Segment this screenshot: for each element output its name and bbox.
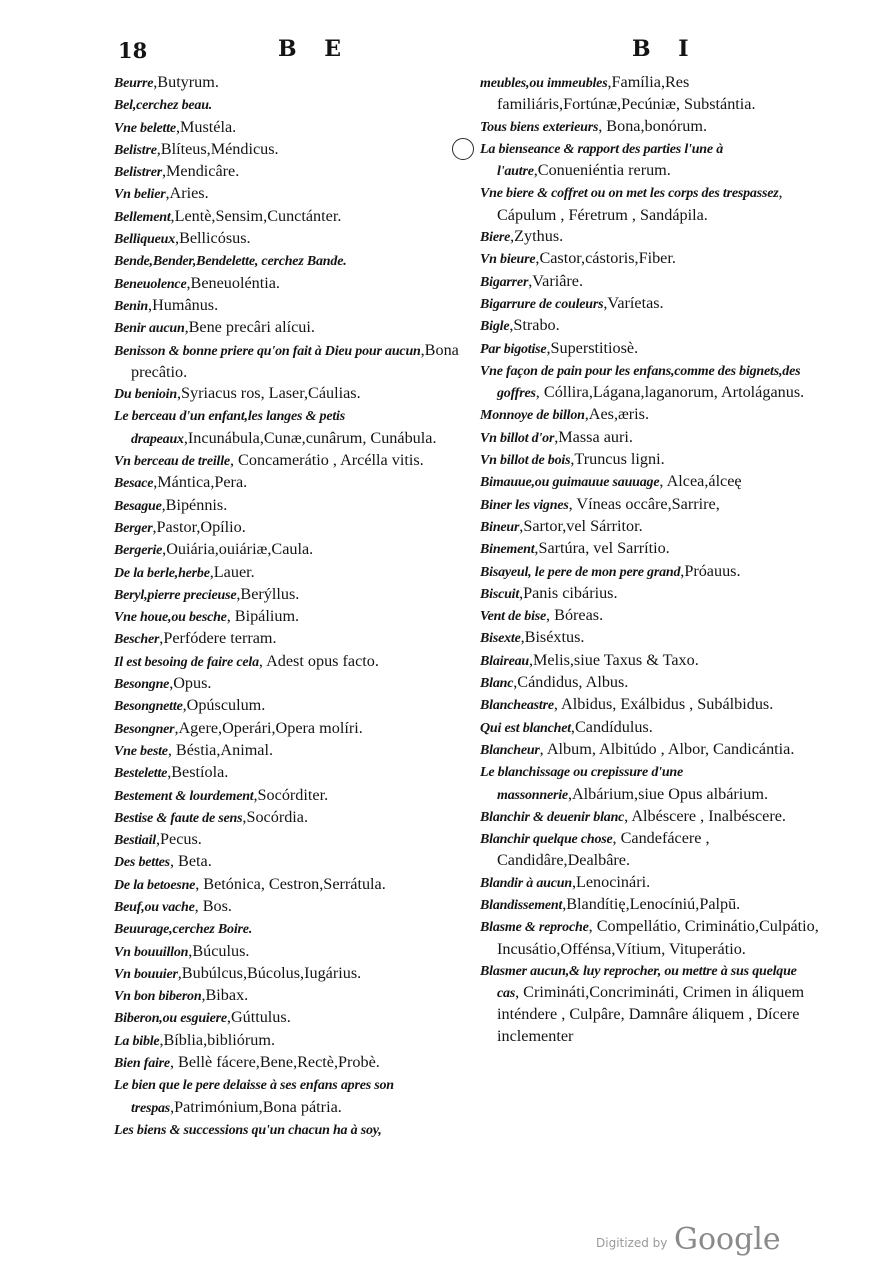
french-headword: Blasmer aucun,& luy reprocher, ou mettre à sus quelque cas [480,963,797,1002]
google-logo: Google [674,1222,781,1257]
latin-translation: , Adest opus facto. [258,651,379,670]
latin-translation: ,Superstitiosè. [546,338,639,357]
dictionary-entry [480,516,822,538]
latin-translation: ,Strabo. [509,316,560,335]
latin-translation: ,Biséxtus. [520,628,585,647]
french-headword: Vent de bise [480,609,547,625]
latin-translation: ,Varíetas. [603,293,664,312]
french-headword: Bergerie [114,543,163,559]
dictionary-entry [114,495,470,517]
dictionary-entry [480,293,822,315]
latin-translation: ,Sartúra, vel Sarrítio. [534,539,670,558]
dictionary-entry [114,228,470,250]
dictionary-entry [114,405,470,450]
french-headword: Du benioin [114,387,177,403]
latin-translation: ,Socórdia. [242,807,309,826]
french-headword: Bisayeul, le pere de mon pere grand [480,564,681,580]
french-headword: Vne biere & coffret ou on met les corps des trespassez [480,186,779,202]
latin-translation: , Album, Albitúdo , Albor, Candicántia. [539,739,795,758]
dictionary-entry [114,562,470,584]
latin-translation: ,Blíteus,Méndicus. [156,139,279,158]
latin-translation: , Cóllira,Lágana,laganorum, Artoláganus. [535,383,805,402]
dictionary-entry [114,539,470,561]
french-headword: Besace [114,476,154,492]
latin-translation: ,Perfódere terram. [159,629,277,648]
french-headword: Besongnette [114,699,183,715]
latin-translation: ,Candídulus. [570,717,653,736]
dictionary-entry [114,584,470,606]
latin-translation: ,Sartor,vel Sárritor. [519,516,643,535]
french-headword: Bestise & faute de sens [114,810,243,826]
dictionary-entry [114,695,470,717]
french-headword: Monnoye de billon [480,408,585,424]
latin-translation: ,Búculus. [188,941,250,960]
latin-translation: ,Zythus. [510,227,564,246]
latin-translation: , Víneas occâre,Sarrire, [568,494,720,513]
dictionary-entry [480,116,822,138]
latin-translation: , Candefácere , Candidâre,Dealbâre. [497,829,710,870]
french-headword: Bestement & lourdement [114,788,254,804]
french-headword: Blancheur [480,742,540,758]
french-headword: Beuf,ou vache [114,899,195,915]
french-headword: Beneuolence [114,276,187,292]
latin-translation: ,Beneuoléntia. [186,273,280,292]
latin-translation: ,Agere,Operári,Opera molíri. [174,718,363,737]
dictionary-entry [480,894,822,916]
latin-translation: ,Panis cibárius. [519,583,618,602]
dictionary-entry [114,183,470,205]
dictionary-entry [480,739,822,761]
french-headword: Bestiail [114,833,156,849]
latin-translation: ,Castor,cástoris,Fiber. [535,249,676,268]
dictionary-entry [114,807,470,829]
dictionary-entry [480,583,822,605]
dictionary-entry [114,94,470,116]
french-headword: Belliqueux [114,232,176,248]
french-headword: Le berceau d'un enfant,les langes & petis drapeaux [114,409,345,447]
dictionary-entry [114,117,470,139]
dictionary-entry [114,941,470,963]
french-headword: Bellement [114,209,171,225]
left-dictionary-column [114,72,470,1141]
latin-translation: , Alcea,álceę [659,472,742,491]
digitized-label: Digitized by [596,1236,668,1250]
french-headword: Bineur [480,519,520,535]
latin-translation: , Cápulum , Féretrum , Sandápila. [497,183,783,224]
dictionary-entry [114,785,470,807]
french-headword: Tous biens exterieurs [480,119,599,135]
latin-translation: ,Bellicósus. [175,229,251,248]
dictionary-entry [114,673,470,695]
french-headword: Binement [480,542,535,558]
dictionary-entry [114,1052,470,1074]
latin-translation: ,Syriacus ros, Laser,Cáulias. [176,384,361,403]
dictionary-entry [480,717,822,739]
latin-translation: , Béstia,Animal. [167,740,274,759]
dictionary-entry [480,872,822,894]
right-running-heading: B I [632,36,699,62]
dictionary-entry [480,315,822,337]
french-headword: Blanc [480,676,514,692]
dictionary-entry [480,338,822,360]
dictionary-entry [114,383,470,405]
french-headword: Le blanchissage ou crepissure d'une massonnerie [480,765,684,803]
dictionary-entry [480,650,822,672]
french-headword: Vne houe,ou besche [114,610,227,626]
latin-translation: ,Mendicâre. [161,162,240,181]
dictionary-entry [114,206,470,228]
dictionary-entry [114,1119,470,1141]
dictionary-entry [480,360,822,405]
dictionary-entry [114,317,470,339]
french-headword: Blanchir quelque chose [480,832,613,848]
french-headword: Biner les vignes [480,497,569,513]
right-dictionary-column [480,72,822,1047]
latin-translation: ,Bestíola. [167,763,229,782]
french-headword: Vn belier [114,187,166,203]
french-headword: Blandir à aucun [480,875,572,891]
french-headword: Vn billot d'or [480,430,555,446]
latin-translation: , Bipálium. [226,607,300,626]
latin-translation: ,Família,Res familiáris,Fortúnæ,Pecúniæ, Substántia. [497,73,756,114]
french-headword: Bigle [480,319,510,335]
dictionary-entry [480,761,822,806]
french-headword: Belistrer [114,165,162,181]
dictionary-entry [114,606,470,628]
latin-translation: , Albidus, Exálbidus , Subálbidus. [553,695,774,714]
dictionary-entry [114,874,470,896]
french-headword: Bigarrure de couleurs [480,296,604,312]
dictionary-entry [480,960,822,1047]
french-headword: Blanchir & deuenir blanc [480,809,625,825]
dictionary-entry [480,471,822,493]
dictionary-entry [480,182,822,226]
french-headword: Par bigotise [480,341,547,357]
latin-translation: , Albéscere , Inalbéscere. [624,806,786,825]
dictionary-entry [114,1074,470,1119]
dictionary-entry [114,918,470,940]
latin-translation: ,Bíblia,bibliórum. [159,1030,276,1049]
latin-translation: , Compellátio, Criminátio,Culpátio, Incusátio,Offénsa,Vítium, Vituperátio. [497,917,819,958]
page-number: 18 [118,38,148,63]
dictionary-entry [480,248,822,270]
french-headword: Bescher [114,632,160,648]
dictionary-entry [114,273,470,295]
french-headword: Le bien que le pere delaisse à ses enfans apres son trespas [114,1078,394,1116]
dictionary-entry [114,139,470,161]
latin-translation: ,Massa auri. [554,427,633,446]
french-headword: Benin [114,298,149,314]
dictionary-entry [480,605,822,627]
latin-translation: ,Aries. [165,184,209,203]
french-headword: Benisson & bonne priere qu'on fait à Dieu pour aucun [114,343,421,359]
french-headword: De la betoesne [114,877,196,893]
dictionary-entry [480,72,822,116]
french-headword: Vne beste [114,743,168,759]
latin-translation: ,Albárium,siue Opus albárium. [567,784,768,803]
latin-translation: ,Gúttulus. [226,1008,291,1027]
dictionary-entry [480,226,822,248]
latin-translation: ,Bona precâtio. [131,340,459,381]
latin-translation: ,Conueniéntia rerum. [533,161,671,180]
margin-circle-mark [452,138,474,160]
french-headword: Berger [114,520,153,536]
dictionary-entry [114,896,470,918]
dictionary-entry [480,561,822,583]
french-headword: Qui est blanchet [480,720,571,736]
dictionary-entry [114,517,470,539]
dictionary-entry [114,651,470,673]
french-headword: Besague [114,498,162,514]
french-headword: Biere [480,230,511,246]
dictionary-entry [114,340,470,384]
dictionary-entry [114,762,470,784]
dictionary-entry [114,829,470,851]
dictionary-entry [114,628,470,650]
french-headword: Besongne [114,677,170,693]
dictionary-entry [480,271,822,293]
french-headword: Vn bieure [480,252,536,268]
latin-translation: ,Blandítię,Lenocíniú,Palpū. [562,894,741,913]
latin-translation: ,Lenocinári. [571,872,651,891]
dictionary-entry [114,740,470,762]
french-headword: Bisexte [480,631,521,647]
dictionary-entry [480,538,822,560]
latin-translation: ,Opúsculum. [182,696,266,715]
french-headword: Vn billot de bois [480,453,571,469]
latin-translation: ,Próauus. [680,561,741,580]
french-headword: Benir aucun [114,321,185,337]
dictionary-entry [114,1030,470,1052]
dictionary-entry [114,1007,470,1029]
latin-translation: ,Pecus. [155,830,202,849]
french-headword: Blasme & reproche [480,920,589,936]
latin-translation: , Beta. [169,852,212,871]
french-headword: Bigarrer [480,274,529,290]
french-headword: Bien faire [114,1056,170,1072]
left-running-heading: B E [278,36,352,62]
latin-translation: ,Ouiária,ouiáriæ,Caula. [162,540,314,559]
french-headword: Vn bouuillon [114,944,189,960]
dictionary-entry [480,494,822,516]
french-headword: Biberon,ou esguiere [114,1011,227,1027]
french-headword: Les biens & successions qu'un chacun ha à soy, [114,1122,382,1138]
french-headword: meubles,ou immeubles [480,76,608,91]
dictionary-entry [480,916,822,960]
french-headword: Vne façon de pain pour les enfans,comme des bignets,des goffres [480,363,801,402]
latin-translation: ,Opus. [169,674,212,693]
latin-translation: ,Aes,æris. [584,405,650,424]
french-headword: Biscuit [480,586,520,602]
french-headword: Besongner [114,721,175,737]
french-headword: Blancheastre [480,698,554,714]
french-headword: Vn bouuier [114,966,178,982]
latin-translation: ,Bene precâri alícui. [184,318,315,337]
dictionary-entry [480,672,822,694]
french-headword: Bel,cerchez beau. [114,98,213,114]
dictionary-entry [114,718,470,740]
french-headword: Belistre [114,142,157,158]
dictionary-entry [114,450,470,472]
latin-translation: ,Bubúlcus,Búcolus,Iugárius. [177,963,362,982]
dictionary-entry [114,250,470,272]
latin-translation: ,Mántica,Pera. [153,473,248,492]
latin-translation: ,Bipénnis. [161,495,228,514]
french-headword: Bende,Bender,Bendelette, cerchez Bande. [114,254,347,270]
dictionary-entry [114,472,470,494]
dictionary-entry [480,427,822,449]
dictionary-entry [480,404,822,426]
latin-translation: , Concamerátio , Arcélla vitis. [229,451,424,470]
latin-translation: ,Socórditer. [253,785,329,804]
dictionary-entry [480,806,822,828]
dictionary-entry [480,449,822,471]
page-header [0,34,889,64]
latin-translation: ,Incunábula,Cunæ,cunârum, Cunábula. [183,428,437,447]
dictionary-entry [114,295,470,317]
latin-translation: ,Truncus ligni. [570,450,665,469]
dictionary-entry [114,72,470,94]
latin-translation: ,Butyrum. [153,73,219,91]
latin-translation: ,Bibax. [201,986,249,1005]
french-headword: La bible [114,1033,160,1049]
dictionary-entry [114,963,470,985]
dictionary-entry [480,627,822,649]
dictionary-entry [480,694,822,716]
french-headword: Vn berceau de treille [114,454,230,470]
latin-translation: , Crimináti,Concrimináti, Crimen in áliquem inténdere , Culpâre, Damnâre áliquem , Dícere inclementer [497,983,805,1045]
latin-translation: ,Lauer. [209,562,255,581]
dictionary-entry [114,985,470,1007]
latin-translation: ,Berýllus. [236,584,300,603]
latin-translation: ,Melis,siue Taxus & Taxo. [528,650,699,669]
french-headword: Bimauue,ou guimauue sauuage [480,475,660,491]
latin-translation: , Bos. [194,896,232,915]
dictionary-entry [480,828,822,872]
french-headword: Blaireau [480,653,529,669]
french-headword: Vne belette [114,120,176,136]
latin-translation: ,Pastor,Opílio. [152,517,246,536]
latin-translation: ,Cándidus, Albus. [513,673,629,692]
latin-translation: ,Variâre. [528,271,584,290]
french-headword: Des bettes [114,855,170,871]
french-headword: De la berle,herbe [114,565,210,581]
dictionary-entry [114,161,470,183]
french-headword: Beuurage,cerchez Boire. [114,922,253,938]
latin-translation: ,Lentè,Sensim,Cunctánter. [170,206,342,225]
french-headword: Il est besoing de faire cela [114,654,259,670]
dictionary-entry [114,851,470,873]
french-headword: Beurre [114,76,154,91]
french-headword: Beryl,pierre precieuse [114,587,237,603]
french-headword: Blandissement [480,897,563,913]
latin-translation: , Betónica, Cestron,Serrátula. [195,874,386,893]
latin-translation: , Bellè fácere,Bene,Rectè,Probè. [169,1053,380,1072]
french-headword: Bestelette [114,766,168,782]
latin-translation: ,Patrimónium,Bona pátria. [170,1097,342,1116]
latin-translation: ,Mustéla. [175,117,237,136]
latin-translation: , Bona,bonórum. [598,116,708,135]
dictionary-entry [480,138,822,183]
french-headword: La bienseance & rapport des parties l'une à l'autre [480,141,724,180]
french-headword: Vn bon biberon [114,989,202,1005]
latin-translation: , Bóreas. [546,606,604,625]
latin-translation: ,Humânus. [148,295,219,314]
